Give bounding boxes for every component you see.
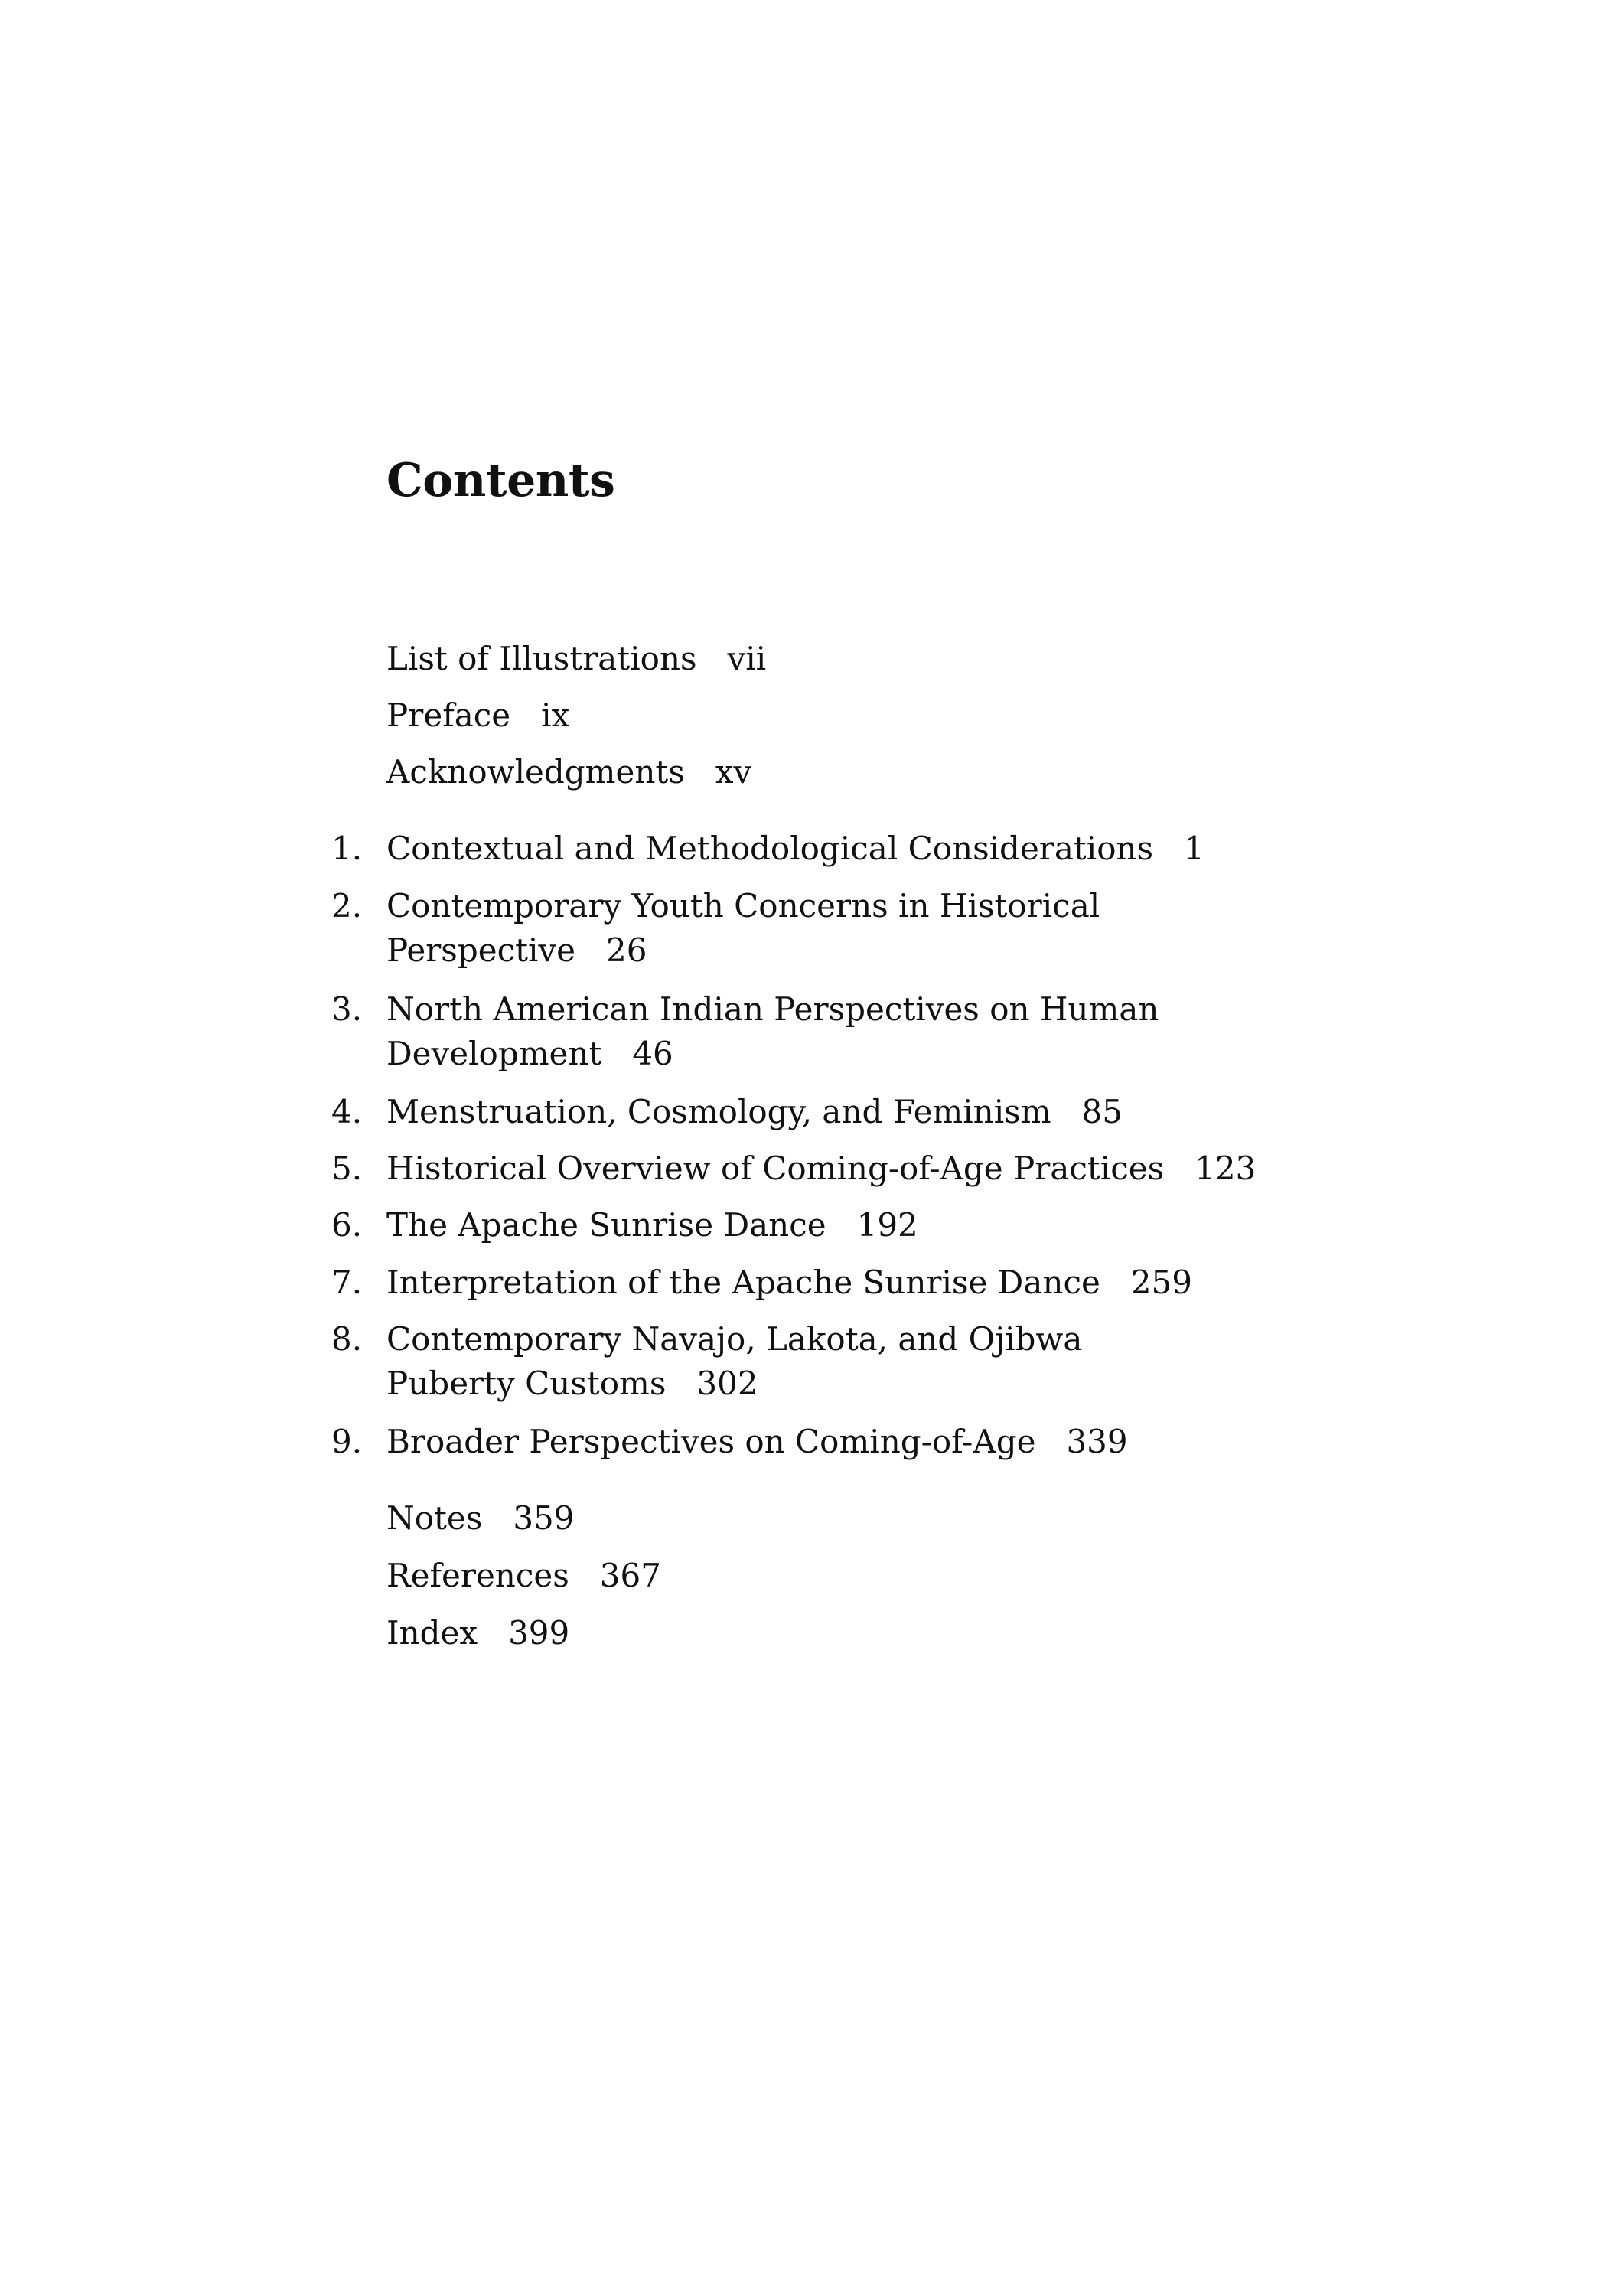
chapter-title-line: Historical Overview of Coming-of-Age Practices (386, 1150, 1165, 1187)
toc-chapter-2 (331, 884, 1100, 973)
toc-entry-references (386, 1554, 661, 1598)
toc-chapter-1 (331, 827, 1204, 871)
toc-page-number: 259 (1130, 1264, 1192, 1301)
chapter-title-line: Contemporary Navajo, Lakota, and Ojibwa (386, 1320, 1083, 1358)
chapter-title-line: Menstruation, Cosmology, and Feminism (386, 1093, 1051, 1130)
toc-chapter-5 (331, 1146, 1257, 1191)
toc-page-number: 26 (606, 931, 647, 969)
chapter-title-line: Development (386, 1035, 602, 1072)
toc-page-number: 339 (1066, 1423, 1128, 1460)
chapter-number: 5. (331, 1150, 363, 1187)
toc-page-number: 1 (1184, 830, 1204, 867)
toc-page-number: 302 (696, 1365, 758, 1402)
toc-page-number: ix (541, 696, 570, 734)
chapter-title-line: Contextual and Methodological Considerations (386, 830, 1154, 867)
page-title: Contents (386, 454, 615, 507)
chapter-title-line: Contemporary Youth Concerns in Historical (386, 887, 1100, 925)
chapter-title-line: Broader Perspectives on Coming-of-Age (386, 1423, 1036, 1460)
toc-entry-preface (386, 693, 569, 738)
toc-chapter-9 (331, 1420, 1128, 1464)
toc-entry-label: Index (386, 1614, 478, 1652)
toc-entry-acknowledgments (386, 750, 751, 794)
chapter-title-line: North American Indian Perspectives on Human (386, 990, 1159, 1028)
toc-entry-label: Preface (386, 696, 511, 734)
toc-entry-label: List of Illustrations (386, 640, 697, 677)
toc-entry-index (386, 1611, 569, 1655)
chapter-title-line: The Apache Sunrise Dance (386, 1206, 826, 1244)
toc-entry-notes (386, 1496, 575, 1541)
toc-page-number: 85 (1081, 1093, 1123, 1130)
chapter-number: 2. (331, 887, 363, 925)
toc-page-number: 46 (632, 1035, 673, 1072)
chapter-number: 8. (331, 1320, 363, 1358)
toc-page-number: 359 (513, 1499, 575, 1537)
chapter-number: 6. (331, 1206, 363, 1244)
toc-page-number: 399 (508, 1614, 570, 1652)
toc-entry-label: Acknowledgments (386, 753, 685, 791)
toc-chapter-8 (331, 1317, 1083, 1406)
toc-chapter-6 (331, 1203, 918, 1247)
toc-chapter-3 (331, 987, 1159, 1076)
chapter-number: 7. (331, 1264, 363, 1301)
toc-page-number: xv (715, 753, 752, 791)
chapter-number: 3. (331, 990, 363, 1028)
chapter-number: 9. (331, 1423, 363, 1460)
toc-chapter-4 (331, 1090, 1123, 1134)
chapter-title-line: Puberty Customs (386, 1365, 667, 1402)
toc-page-number: vii (727, 640, 767, 677)
toc-page-number: 367 (599, 1557, 661, 1594)
toc-page-number: 192 (856, 1206, 918, 1244)
toc-page-number: 123 (1195, 1150, 1257, 1187)
chapter-title-line: Interpretation of the Apache Sunrise Dance (386, 1264, 1100, 1301)
chapter-number: 1. (331, 830, 363, 867)
toc-entry-list-of-illustrations (386, 637, 766, 681)
chapter-title-line: Perspective (386, 931, 576, 969)
toc-entry-label: Notes (386, 1499, 483, 1537)
toc-entry-label: References (386, 1557, 569, 1594)
toc-chapter-7 (331, 1261, 1192, 1305)
chapter-number: 4. (331, 1093, 363, 1130)
